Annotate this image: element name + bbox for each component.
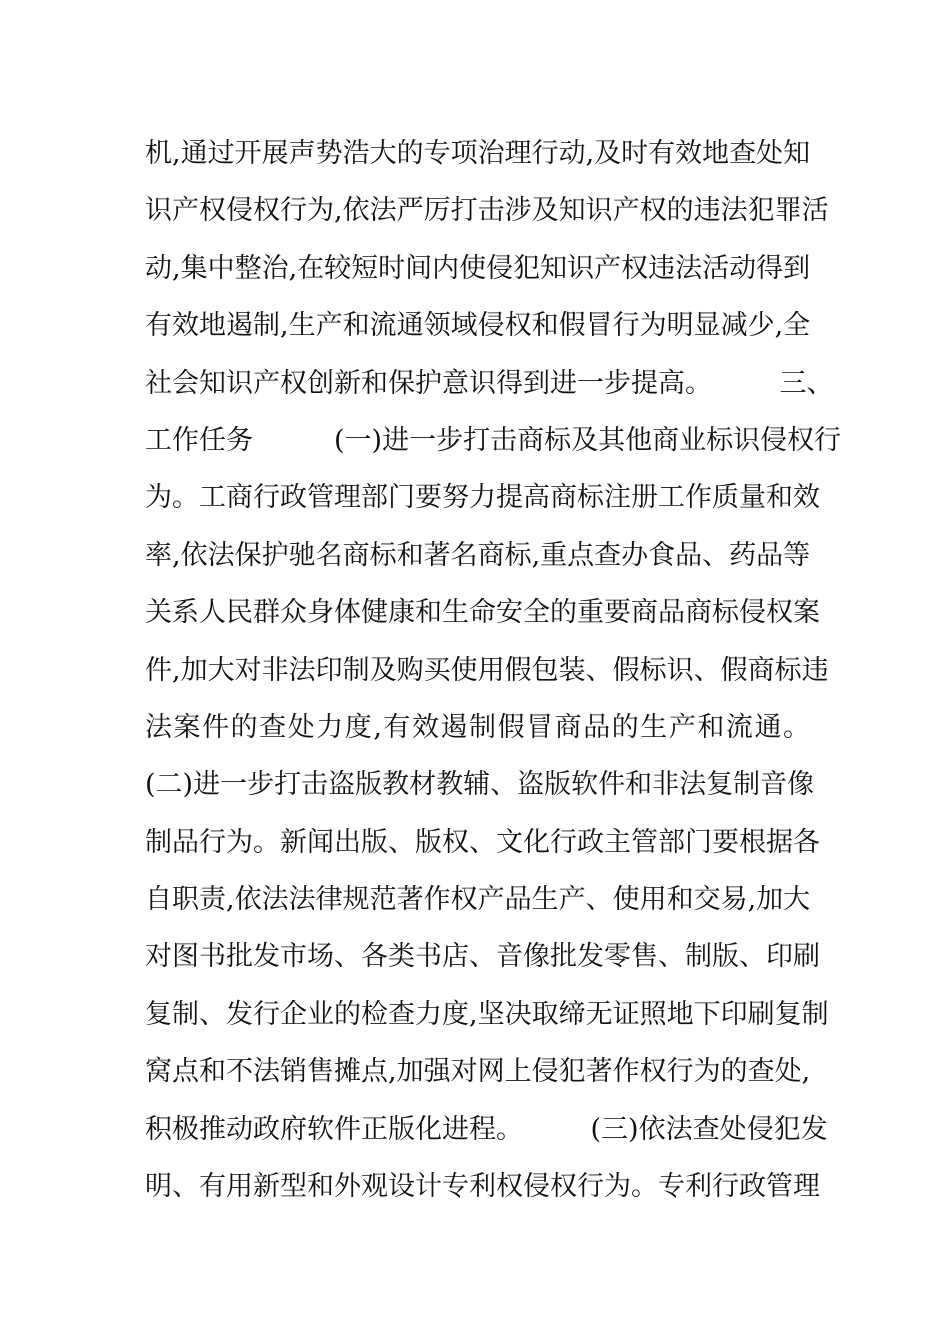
body-text xyxy=(145,125,842,1215)
text-line: 率,依法保护驰名商标和著名商标,重点查办食品、药品等 xyxy=(145,539,811,571)
text-line: 自职责,依法法律规范著作权产品生产、使用和交易,加大 xyxy=(145,884,811,916)
text-line: 法案件的查处力度,有效遏制假冒商品的生产和流通。 xyxy=(145,711,810,743)
text-line: 件,加大对非法印制及购买使用假包装、假标识、假商标违 xyxy=(145,654,829,686)
text-line: 关系人民群众身体健康和生命安全的重要商品商标侵权案 xyxy=(145,597,820,629)
text-line: 复制、发行企业的检查力度,坚决取缔无证照地下印刷复制 xyxy=(145,998,829,1030)
text-line: 明、有用新型和外观设计专利权侵权行为。专利行政管理 xyxy=(145,1171,820,1203)
text-line: 窝点和不法销售摊点,加强对网上侵犯著作权行为的查处, xyxy=(145,1056,811,1088)
text-line: 机,通过开展声势浩大的专项治理行动,及时有效地查处知 xyxy=(145,138,811,169)
text-line: 积极推动政府软件正版化进程。 (三)依法查处侵犯发 xyxy=(145,1113,828,1145)
text-line: 制品行为。新闻出版、版权、文化行政主管部门要根据各 xyxy=(145,826,820,858)
text-line: (二)进一步打击盗版教材教辅、盗版软件和非法复制音像 xyxy=(145,769,815,801)
text-line: 动,集中整治,在较短时间内使侵犯知识产权违法活动得到 xyxy=(145,252,811,284)
text-line: 对图书批发市场、各类书店、音像批发零售、制版、印刷 xyxy=(145,941,820,973)
text-line: 工作任务 (一)进一步打击商标及其他商业标识侵权行 xyxy=(145,424,842,456)
text-line: 识产权侵权行为,依法严厉打击涉及知识产权的违法犯罪活 xyxy=(145,195,829,227)
text-line: 为。工商行政管理部门要努力提高商标注册工作质量和效 xyxy=(145,482,820,514)
text-line: 社会知识产权创新和保护意识得到进一步提高。 三、 xyxy=(145,367,834,399)
text-line: 有效地遏制,生产和流通领域侵权和假冒行为明显减少,全 xyxy=(145,310,811,342)
